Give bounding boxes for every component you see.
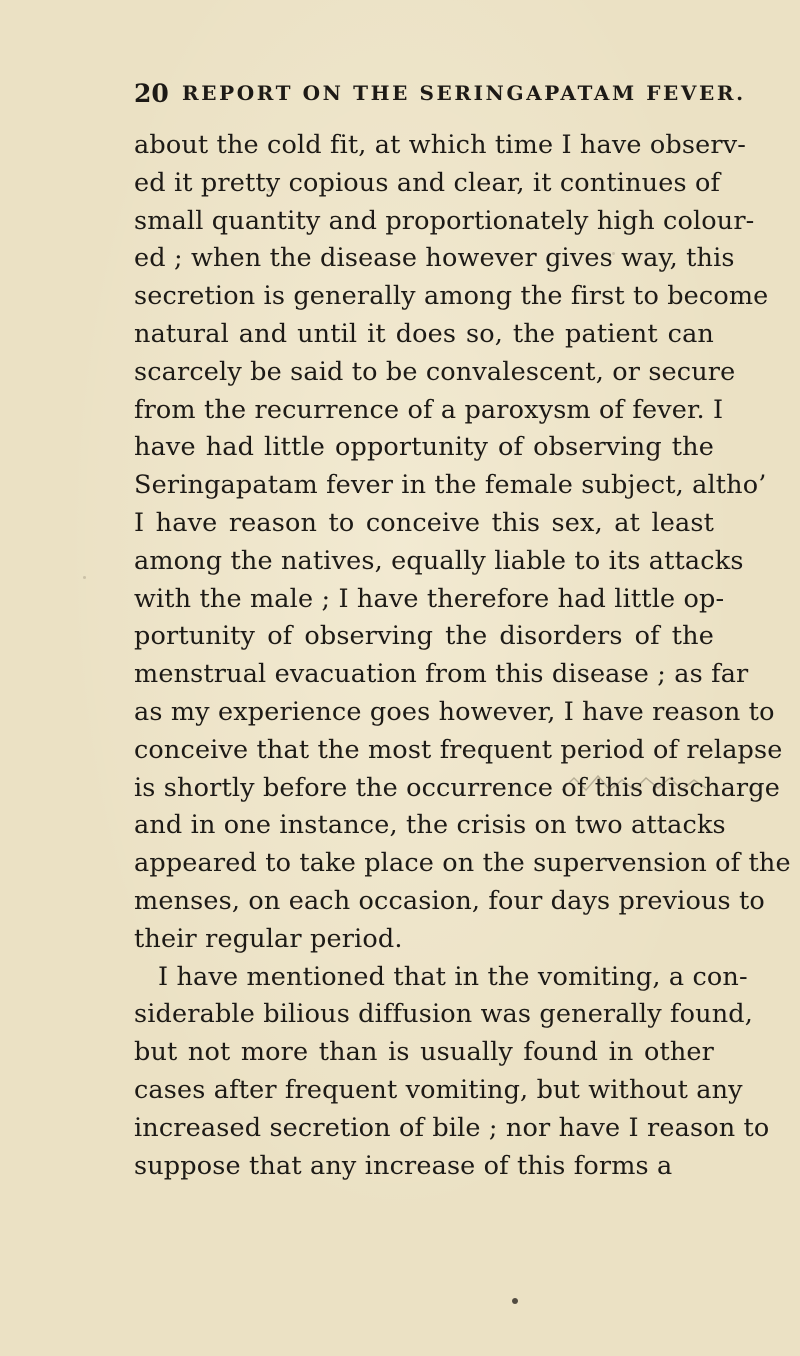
text-line: secretion is generally among the first to become [134,281,769,312]
paragraph-end-line: their regular period. [134,923,403,954]
text-line: have had little opportunity of observing the [134,432,714,463]
text-line: I have reason to conceive this sex, at least [134,507,714,538]
text-line: conceive that the most frequent period of relapse [134,734,783,765]
text-line: ed it pretty copious and clear, it continues of [134,167,721,198]
text-line: siderable bilious diffusion was generally found, [134,999,754,1030]
text-line: small quantity and proportionately high colour- [134,205,755,236]
text-line: but not more than is usually found in other [134,1037,714,1068]
body-text [134,127,791,1185]
text-line: among the natives, equally liable to its attacks [134,545,744,576]
text-line: natural and until it does so, the patient can [134,318,714,349]
text-line: with the male ; I have therefore had little op- [134,583,725,614]
text-line: portunity of observing the disorders of the [134,621,714,652]
text-line: from the recurrence of a paroxysm of fever. I [134,394,724,425]
ink-dot [512,1298,518,1304]
text-line: suppose that any increase of this forms a [134,1150,673,1181]
paragraph-start-line: I have mentioned that in the vomiting, a con- [158,961,748,992]
text-line: as my experience goes however, I have reason to [134,696,775,727]
text-line: menses, on each occasion, four days previous to [134,885,765,916]
text-line: cases after frequent vomiting, but without any [134,1074,743,1105]
show-through-marks [560,772,720,796]
text-line: about the cold fit, at which time I have observ- [134,130,747,160]
running-head [134,79,746,109]
paper-speck [83,576,86,579]
text-line: Seringapatam fever in the female subject, altho’ [134,470,767,501]
text-line: scarcely be said to be convalescent, or secure [134,356,736,387]
text-line: is shortly before the occurrence of this discharge [134,772,780,803]
paper-speck [612,252,615,255]
paper-speck [267,189,270,192]
text-line: ed ; when the disease however gives way, this [134,243,735,274]
text-line: and in one instance, the crisis on two attacks [134,810,726,841]
text-line: increased secretion of bile ; nor have I reason to [134,1112,770,1143]
text-line: appeared to take place on the supervension of the [134,848,791,879]
page-number: 20 [134,79,169,108]
text-line: menstrual evacuation from this disease ; as far [134,659,749,690]
running-head-title: REPORT ON THE SERINGAPATAM FEVER. [182,81,746,105]
